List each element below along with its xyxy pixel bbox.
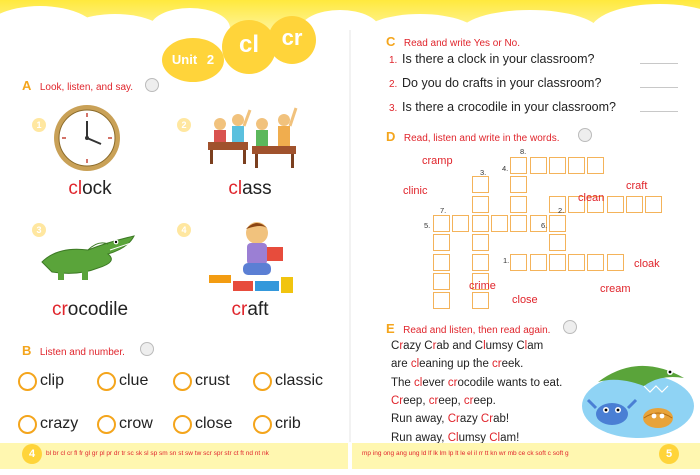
crocodile-icon bbox=[38, 228, 138, 284]
crossword-cell[interactable] bbox=[549, 254, 566, 271]
word-clue: clue bbox=[119, 372, 149, 389]
crossword-cell[interactable] bbox=[587, 157, 604, 174]
question-text: Do you do crafts in your classroom? bbox=[402, 76, 602, 90]
clue-word: cloak bbox=[634, 258, 660, 270]
crossword-cell[interactable] bbox=[491, 215, 508, 232]
section-c-instruction: Read and write Yes or No. bbox=[403, 38, 521, 49]
word-crib: crib bbox=[275, 415, 301, 432]
crossword-cell[interactable] bbox=[433, 254, 450, 271]
crossword-cell[interactable] bbox=[433, 215, 450, 232]
answer-circle[interactable] bbox=[18, 372, 37, 391]
question-text: Is there a clock in your classroom? bbox=[402, 52, 595, 66]
answer-circle[interactable] bbox=[97, 372, 116, 391]
crossword-cell[interactable] bbox=[568, 157, 585, 174]
crossword-cell[interactable] bbox=[472, 176, 489, 193]
clue-word: craft bbox=[626, 180, 648, 192]
footer-phonics-right: mp ing ong ang ung ld lf lk lm lp lt le el il rr tt kn wr mb ce ck soft c soft g bbox=[362, 450, 569, 457]
sound-cr: cr bbox=[281, 25, 303, 50]
page-number-right: 5 bbox=[659, 444, 679, 464]
section-c-heading bbox=[386, 33, 520, 51]
clue-number: 4. bbox=[502, 164, 509, 173]
clue-word: clinic bbox=[403, 185, 428, 197]
cd-audio-icon[interactable] bbox=[145, 78, 159, 92]
crossword-cell[interactable] bbox=[587, 254, 604, 271]
crossword-cell[interactable] bbox=[472, 234, 489, 251]
section-c-letter: C bbox=[386, 34, 396, 49]
clue-word: close bbox=[512, 294, 538, 306]
page-fold bbox=[349, 30, 351, 442]
word-close: close bbox=[195, 415, 233, 432]
cd-audio-icon[interactable] bbox=[578, 128, 592, 142]
clue-number: 3. bbox=[480, 168, 487, 177]
section-d-heading bbox=[386, 128, 559, 146]
section-e-letter: E bbox=[386, 321, 395, 336]
clue-number: 8. bbox=[520, 147, 527, 156]
page-number-left: 4 bbox=[22, 444, 42, 464]
section-a-heading bbox=[22, 77, 133, 95]
poem-line: The clever crocodile wants to eat. bbox=[391, 376, 563, 389]
clue-number: 2. bbox=[558, 206, 565, 215]
clue-number: 7. bbox=[440, 206, 447, 215]
crab-clam-illustration bbox=[578, 352, 696, 440]
clue-number: 1. bbox=[503, 256, 510, 265]
crossword-cell[interactable] bbox=[607, 196, 624, 213]
crossword-cell[interactable] bbox=[607, 254, 624, 271]
unit-number: 2 bbox=[206, 52, 215, 67]
clue-word: crime bbox=[469, 280, 496, 292]
answer-circle[interactable] bbox=[18, 415, 37, 434]
answer-line[interactable] bbox=[640, 87, 678, 88]
crossword-cell[interactable] bbox=[645, 196, 662, 213]
word-clock: clock bbox=[68, 178, 112, 199]
crossword-cell[interactable] bbox=[472, 196, 489, 213]
word-craft: craft bbox=[231, 299, 269, 320]
crossword-cell[interactable] bbox=[433, 292, 450, 309]
clue-word: cream bbox=[600, 283, 631, 295]
crossword-cell[interactable] bbox=[452, 215, 469, 232]
answer-circle[interactable] bbox=[97, 415, 116, 434]
sound-badge-cl bbox=[222, 20, 276, 74]
crossword-cell[interactable] bbox=[472, 292, 489, 309]
answer-circle[interactable] bbox=[173, 372, 192, 391]
word-clip: clip bbox=[40, 372, 65, 389]
crossword-cell[interactable] bbox=[510, 215, 527, 232]
classroom-icon bbox=[200, 102, 305, 172]
sound-badge-cr bbox=[268, 16, 316, 64]
unit-label: Unit bbox=[171, 52, 198, 67]
poem-line: Run away, Crazy Crab! bbox=[391, 413, 510, 426]
crossword-cell[interactable] bbox=[530, 254, 547, 271]
question-number: 2. bbox=[389, 79, 398, 90]
crossword-cell[interactable] bbox=[626, 196, 643, 213]
answer-line[interactable] bbox=[640, 63, 678, 64]
clue-word: clean bbox=[578, 192, 605, 204]
poem-line: are cleaning up the creek. bbox=[391, 358, 524, 371]
item-number: 1 bbox=[32, 118, 46, 132]
word-crazy: crazy bbox=[40, 415, 79, 432]
answer-line[interactable] bbox=[640, 111, 678, 112]
footer-phonics-left: bl br cl cr fl fr gl gr pl pr dr tr sc sk sl sp sm sn st sw tw scr spr str ct ft nd nt nk bbox=[46, 450, 269, 457]
word-class: class bbox=[228, 178, 272, 199]
crossword-cell[interactable] bbox=[510, 176, 527, 193]
sound-cl: cl bbox=[238, 31, 259, 58]
crossword-cell[interactable] bbox=[510, 157, 527, 174]
crossword-cell[interactable] bbox=[433, 234, 450, 251]
crossword-cell[interactable] bbox=[568, 254, 585, 271]
item-number: 3 bbox=[32, 223, 46, 237]
cd-audio-icon[interactable] bbox=[563, 320, 577, 334]
crossword-cell[interactable] bbox=[472, 254, 489, 271]
word-classic: classic bbox=[275, 372, 324, 389]
poem-line: Run away, Clumsy Clam! bbox=[391, 431, 520, 444]
clue-word: cramp bbox=[422, 155, 453, 167]
cd-audio-icon[interactable] bbox=[140, 342, 154, 356]
craft-icon bbox=[205, 215, 297, 297]
question-number: 3. bbox=[389, 103, 398, 114]
item-number: 4 bbox=[177, 223, 191, 237]
crossword-cell[interactable] bbox=[472, 215, 489, 232]
answer-circle[interactable] bbox=[253, 415, 272, 434]
clue-number: 5. bbox=[424, 221, 431, 230]
unit-badge bbox=[162, 38, 224, 82]
word-crow: crow bbox=[119, 415, 153, 432]
poem-line: Creep, creep, creep. bbox=[391, 394, 496, 407]
section-a-instruction: Look, listen, and say. bbox=[39, 82, 134, 93]
clue-number: 6. bbox=[541, 221, 548, 230]
crossword-cell[interactable] bbox=[433, 273, 450, 290]
crossword-cell[interactable] bbox=[510, 254, 527, 271]
question-text: Is there a crocodile in your classroom? bbox=[402, 100, 616, 114]
section-b-letter: B bbox=[22, 343, 32, 358]
section-b-heading bbox=[22, 342, 125, 360]
crossword-cell[interactable] bbox=[510, 196, 527, 213]
word-crocodile: crocodile bbox=[51, 299, 129, 320]
answer-circle[interactable] bbox=[173, 415, 192, 434]
crossword-cell[interactable] bbox=[549, 234, 566, 251]
crossword-cell[interactable] bbox=[530, 157, 547, 174]
section-d-instruction: Read, listen and write in the words. bbox=[403, 133, 560, 144]
question-number: 1. bbox=[389, 55, 398, 66]
section-b-instruction: Listen and number. bbox=[39, 347, 125, 358]
clock-icon bbox=[52, 102, 122, 174]
section-e-heading bbox=[386, 320, 550, 338]
crossword-cell[interactable] bbox=[549, 215, 566, 232]
crossword-cell[interactable] bbox=[549, 157, 566, 174]
section-d-letter: D bbox=[386, 129, 396, 144]
answer-circle[interactable] bbox=[253, 372, 272, 391]
section-a-letter: A bbox=[22, 78, 32, 93]
item-number: 2 bbox=[177, 118, 191, 132]
section-e-instruction: Read and listen, then read again. bbox=[403, 325, 551, 336]
word-crust: crust bbox=[195, 372, 230, 389]
poem-line: Crazy Crab and Clumsy Clam bbox=[391, 340, 544, 352]
